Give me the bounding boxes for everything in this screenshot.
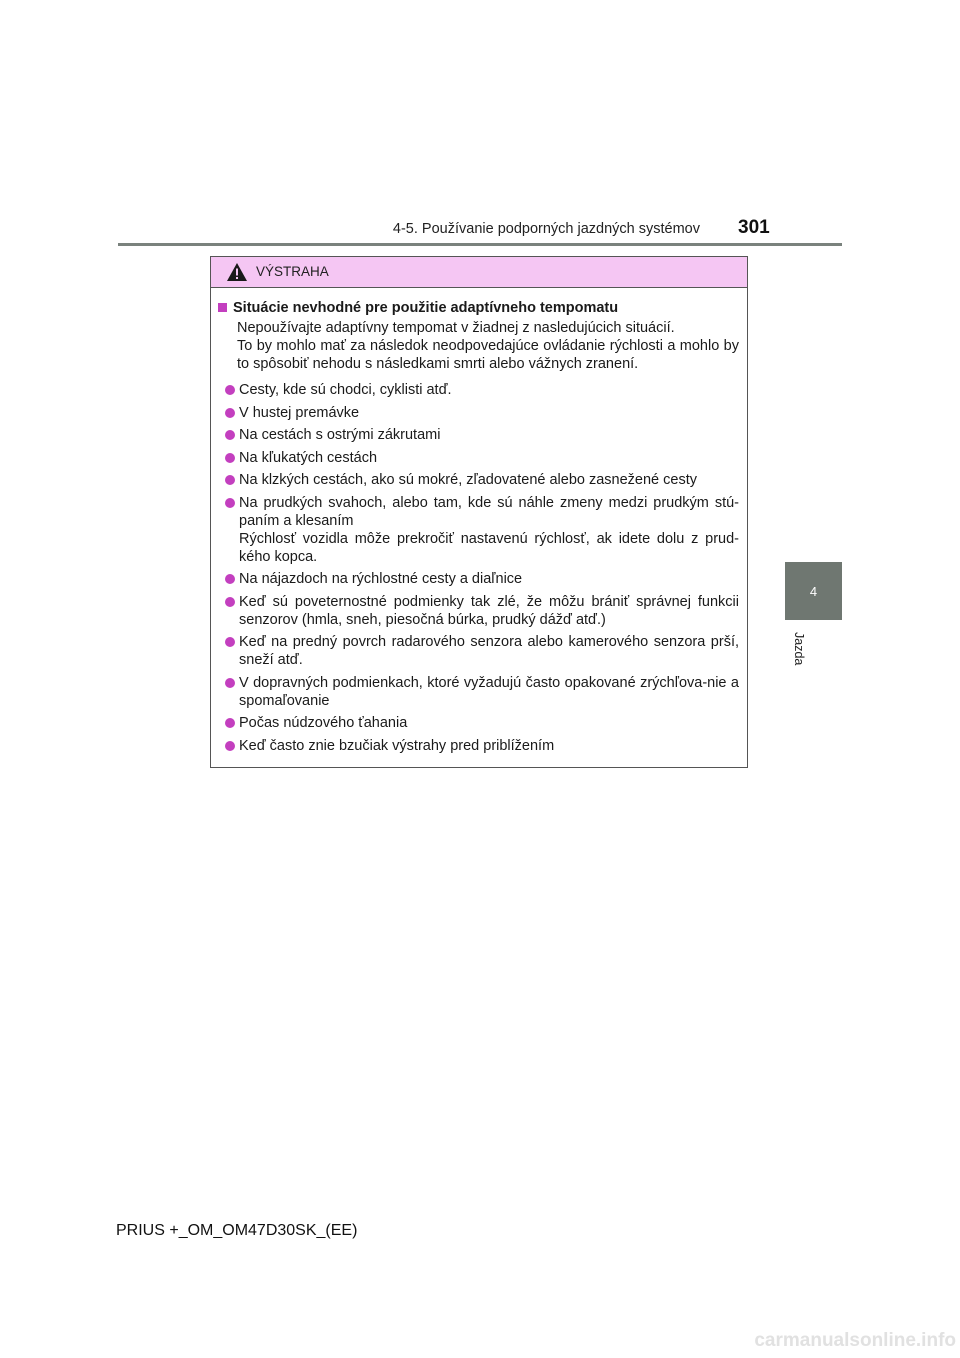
section-heading-text: Situácie nevhodné pre použitie adaptívneho tempomatu [233, 300, 619, 316]
warning-body [211, 288, 747, 755]
bullet-dot-icon [225, 718, 235, 728]
chapter-number: 4 [809, 583, 818, 599]
intro-line: To by mohlo mať za následok neodpovedajúce ovládanie rýchlosti a mohlo by to spôsobiť nehodu s následkami smrti alebo vážnych zranení. [237, 338, 739, 372]
bullet-dot-icon [225, 678, 235, 688]
bullet-dot-icon [225, 453, 235, 463]
section-title: 4-5. Používanie podporných jazdných systémov [392, 221, 700, 237]
chapter-label: Jazda [792, 632, 806, 666]
warning-header [211, 257, 747, 288]
warning-triangle-icon [226, 262, 248, 282]
list-item [218, 714, 739, 732]
list-item-text: Na klzkých cestách, ako sú mokré, zľadovatené alebo zasnežené cesty [239, 472, 697, 488]
page-number: 301 [738, 217, 770, 238]
header-rule [118, 243, 842, 246]
bullet-dot-icon [225, 574, 235, 584]
bullet-dot-icon [225, 430, 235, 440]
list-item [218, 633, 739, 669]
bullet-dot-icon [225, 597, 235, 607]
list-item-text: Na prudkých svahoch, alebo tam, kde sú náhle zmeny medzi prudkým stú-paním a klesaním [239, 494, 739, 529]
list-item [218, 381, 739, 399]
list-item-text: Keď na predný povrch radarového senzora alebo kamerového senzora prší, sneží atď. [239, 634, 739, 668]
list-item [218, 471, 739, 489]
bullet-dot-icon [225, 385, 235, 395]
warning-label: VÝSTRAHA [256, 264, 329, 279]
manual-code: PRIUS +_OM_OM47D30SK_(EE) [116, 1222, 358, 1239]
watermark: carmanualsonline.info [754, 1330, 956, 1351]
list-item [218, 426, 739, 444]
warning-box [210, 256, 748, 768]
list-item-text: Na kľukatých cestách [239, 449, 378, 466]
bullet-dot-icon [225, 637, 235, 647]
list-item-text: Cesty, kde sú chodci, cyklisti atď. [239, 382, 452, 398]
list-item [218, 593, 739, 629]
list-item-text: Keď sú poveternostné podmienky tak zlé, že môžu brániť správnej funkcii senzorov (hmla, sneh, piesočná búrka, prudký dážď atď.) [239, 593, 739, 628]
list-item [218, 449, 739, 467]
list-item-text: V dopravných podmienkach, ktoré vyžadujú často opakované zrýchľova-nie a spomaľovanie [239, 674, 739, 709]
list-item-text: Na cestách s ostrými zákrutami [239, 427, 441, 443]
list-item-text: V hustej premávke [239, 404, 360, 421]
list-item [218, 404, 739, 422]
intro-text [237, 319, 739, 373]
list-item [218, 494, 739, 566]
bullet-dot-icon [225, 498, 235, 508]
bullet-dot-icon [225, 408, 235, 418]
list-item-text: Na nájazdoch na rýchlostné cesty a diaľnice [239, 571, 523, 587]
situation-list [218, 381, 739, 755]
bullet-dot-icon [225, 741, 235, 751]
bullet-dot-icon [225, 475, 235, 485]
section-heading [218, 299, 739, 317]
intro-line: Nepoužívajte adaptívny tempomat v žiadnej z nasledujúcich situácií. [237, 320, 675, 336]
list-item-note: Rýchlosť vozidla môže prekročiť nastavenú rýchlosť, ak idete dolu z prud-kého kopca. [239, 530, 739, 565]
square-bullet-icon [218, 303, 227, 312]
list-item-text: Počas núdzového ťahania [239, 715, 408, 731]
list-item [218, 570, 739, 588]
chapter-tab [785, 562, 842, 620]
list-item [218, 674, 739, 710]
list-item-text: Keď často znie bzučiak výstrahy pred priblížením [239, 737, 555, 754]
list-item [218, 737, 739, 755]
